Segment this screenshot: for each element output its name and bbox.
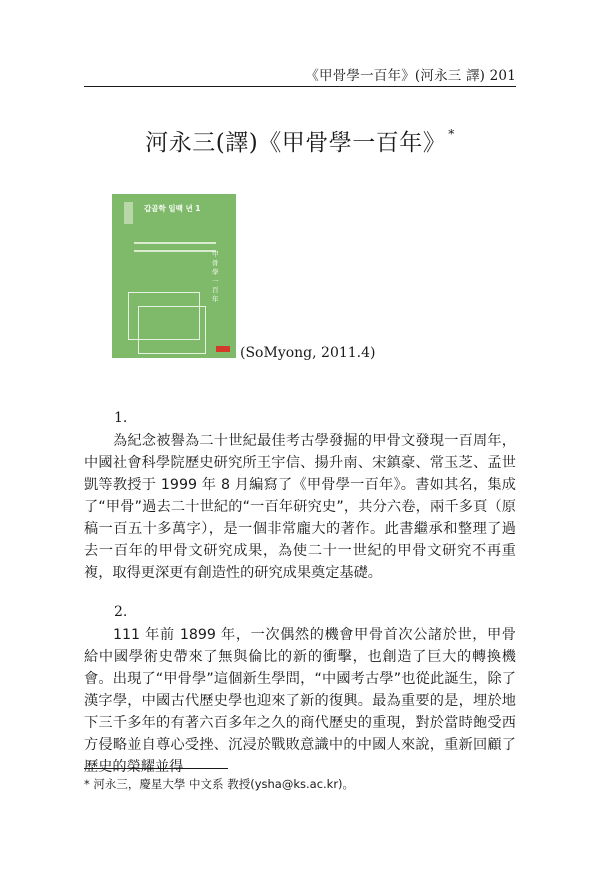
- footnote-rule: [84, 768, 228, 769]
- book-cover-image: [112, 194, 236, 358]
- section-number: 1.: [114, 410, 128, 426]
- paragraph: 為紀念被譽為二十世紀最佳考古學發掘的甲骨文發現一百周年，中國社會科學院歷史研究所王宇信、揚升南、宋鎮豪、常玉芝、孟世凱等教授于 1999 年 8 月編寫了《甲骨學一百年》。書如其名，集成了“甲骨”過去二十世紀的“一百年研究史”，共分六卷，兩千多頁（原稿一百五十多萬字），是一個非常龐大的著作。此書繼承和整理了過去一百年的甲骨文研究成果，為使二十一世紀的甲骨文研究不再重複，取得更深更有創造性的研究成果奠定基礎。: [84, 433, 516, 581]
- article-title: [0, 124, 600, 157]
- publisher-logo: [216, 346, 230, 352]
- cover-decoration: [138, 306, 206, 354]
- running-header: 《甲骨學一百年》(河永三 譯) 201: [305, 68, 516, 84]
- cover-side-stripe: [124, 202, 133, 224]
- cover-title: 갑골학 일백 년 1: [144, 204, 201, 213]
- article-title-text: 河永三(譯)《甲骨學一百年》: [145, 130, 447, 156]
- cover-caption: (SoMyong, 2011.4): [240, 345, 376, 361]
- cover-vertical-text: 甲骨學一百年: [212, 250, 219, 303]
- section-number: 2.: [114, 604, 128, 620]
- footnote: * 河永三，慶星大學 中文系 教授(ysha@ks.ac.kr)。: [84, 777, 355, 791]
- cover-line: [134, 242, 216, 244]
- paragraph: 111 年前 1899 年，一次偶然的機會甲骨首次公諸於世，甲骨給中國學術史帶來了無與倫比的新的衝擊，也創造了巨大的轉換機會。出現了“甲骨學”這個新生學問，“中國考古學”也從此誕生，除了漢字學，中國古代歷史學也迎來了新的復興。最為重要的是，埋於地下三千多年的有著六百多年之久的商代歷史的重現，對於當時飽受西方侵略並自尊心受挫、沉浸於戰敗意識中的中國人來說，重新回顧了歷史的榮耀並得: [84, 627, 516, 775]
- header-rule: [84, 86, 516, 87]
- footnote-mark[interactable]: *: [448, 127, 455, 141]
- cover-line: [134, 250, 216, 252]
